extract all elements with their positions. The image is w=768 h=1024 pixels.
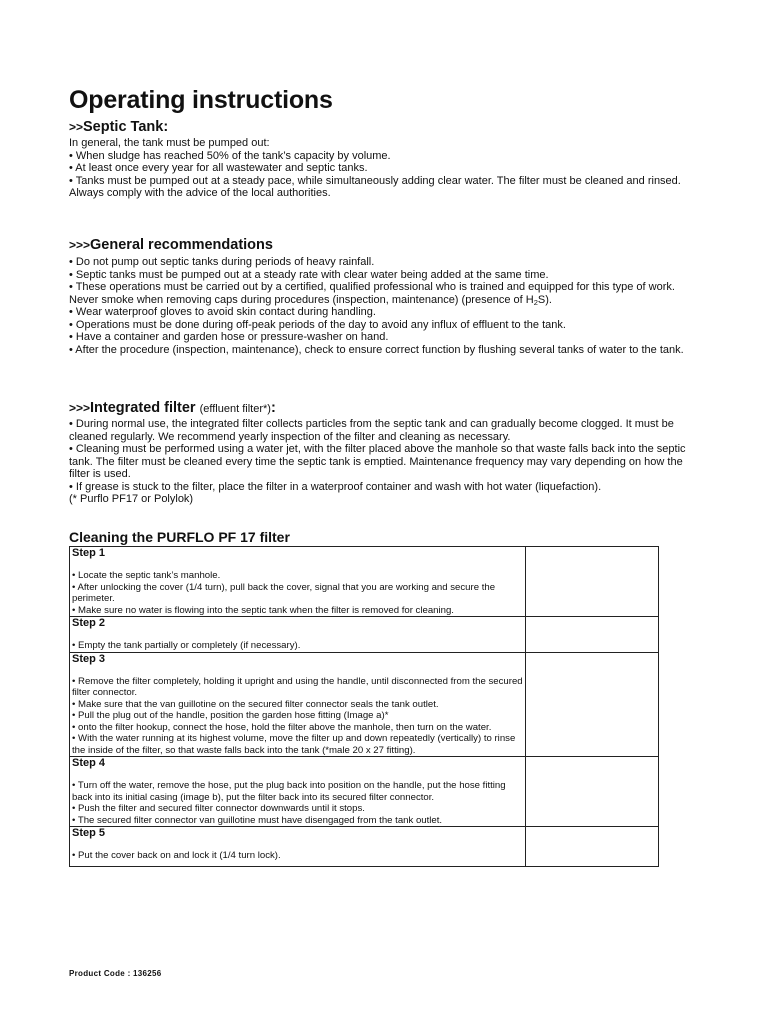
filter-heading-prefix: >>>	[69, 401, 91, 415]
general-line: • Wear waterproof gloves to avoid skin contact during handling.	[69, 306, 376, 318]
septic-tank-text	[69, 137, 697, 200]
step-line: • Make sure that the van guillotine on the secured filter connector seals the tank outlet.	[72, 698, 439, 710]
step-line: • With the water running at its highest volume, move the filter up and down repeatedly (vertically) to rinse the inside of the filter, so that waste falls back into the tank (*male 20 x 27 fitting).	[72, 733, 516, 756]
filter-heading-text: Integrated filter	[90, 400, 196, 416]
step-5-cell	[70, 827, 526, 867]
step-label: Step 5	[72, 827, 106, 839]
table-row	[70, 757, 659, 827]
step-3-cell	[70, 652, 526, 757]
step-4-cell	[70, 757, 526, 827]
general-line: • Have a container and garden hose or pressure-washer on hand.	[69, 331, 389, 343]
step-line: • Remove the filter completely, holding it upright and using the handle, until disconnected from the secured filter connector.	[72, 675, 523, 698]
filter-line: • During normal use, the integrated filter collects particles from the septic tank and can gradually become clogged. It must be cleaned regularly. We recommend yearly inspection of the filter and cleaning as necessary.	[69, 418, 674, 443]
table-row	[70, 547, 659, 617]
step-line: • The secured filter connector van guillotine must have disengaged from the tank outlet.	[72, 814, 443, 826]
general-line: • After the procedure (inspection, maintenance), check to ensure correct function by flushing several tanks of water to the tank.	[69, 343, 684, 356]
step-2-blank-cell	[526, 617, 659, 653]
septic-line: In general, the tank must be pumped out:	[69, 137, 270, 149]
filter-line: • If grease is stuck to the filter, place the filter in a waterproof container and wash with hot water (liquefaction).	[69, 480, 602, 493]
step-1-blank-cell	[526, 547, 659, 617]
cleaning-steps-table	[69, 546, 659, 867]
step-label: Step 4	[72, 757, 106, 769]
septic-line: • Tanks must be pumped out at a steady pace, while simultaneously adding clear water. The filter must be cleaned and rinsed.	[69, 174, 681, 187]
step-label: Step 3	[72, 652, 106, 665]
step-line: • Put the cover back on and lock it (1/4 turn lock).	[72, 850, 281, 861]
step-line: • onto the filter hookup, connect the hose, hold the filter above the manhole, then turn on the water.	[72, 721, 492, 733]
step-line: • Turn off the water, remove the hose, put the plug back into position on the handle, put the hose fitting back into its initial casing (image b), put the filter back into its secured filter connector.	[72, 780, 506, 803]
step-line: • After unlocking the cover (1/4 turn), pull back the cover, signal that you are working and secure the perimeter.	[72, 581, 496, 604]
step-5-blank-cell	[526, 827, 659, 867]
integrated-filter-text	[69, 418, 697, 506]
h2s-subscript: 2	[533, 297, 538, 307]
h2s-text-end: S).	[537, 293, 552, 306]
step-line: • Push the filter and secured filter connector downwards until it stops.	[72, 803, 365, 814]
filter-heading-note: (effluent filter*)	[199, 403, 271, 415]
filter-line: (* Purflo PF17 or Polylok)	[69, 493, 194, 505]
step-label: Step 2	[72, 617, 106, 629]
table-row	[70, 652, 659, 757]
step-line: • Pull the plug out of the handle, position the garden hose fitting (Image a)*	[72, 710, 389, 721]
general-line: • Do not pump out septic tanks during periods of heavy rainfall.	[69, 256, 375, 268]
integrated-filter-heading	[69, 400, 276, 416]
septic-tank-heading-prefix: >>	[69, 120, 84, 134]
h2s-text: • These operations must be carried out by a certified, qualified professional who is trained and equipped for this type of work. Never smoke when removing caps during procedures (inspection, maintenance) (presence of H	[69, 281, 675, 306]
general-line-h2s	[69, 281, 697, 306]
cleaning-table-title: Cleaning the PURFLO PF 17 filter	[69, 529, 290, 545]
filter-heading-colon: :	[270, 400, 276, 416]
septic-tank-heading-text: Septic Tank:	[83, 119, 169, 135]
general-heading-prefix: >>>	[69, 238, 91, 252]
step-line: • Empty the tank partially or completely (if necessary).	[72, 640, 301, 651]
septic-tank-heading	[69, 119, 168, 135]
step-line: • Locate the septic tank’s manhole.	[72, 570, 221, 581]
general-recommendations-text	[69, 256, 697, 356]
step-3-blank-cell	[526, 652, 659, 757]
general-recommendations-heading	[69, 237, 273, 253]
septic-line: • When sludge has reached 50% of the tank’s capacity by volume.	[69, 149, 391, 162]
product-code-footer: Product Code : 136256	[69, 969, 162, 978]
general-line: • Septic tanks must be pumped out at a steady rate with clear water being added at the same time.	[69, 268, 549, 281]
filter-line: • Cleaning must be performed using a water jet, with the filter placed above the manhole so that waste falls back into the septic tank. The filter must be cleaned every time the septic tank is emptied. Maintenance frequency may vary depending on how the filter is used.	[69, 443, 686, 480]
table-row	[70, 827, 659, 867]
step-label: Step 1	[72, 547, 106, 559]
table-row	[70, 617, 659, 653]
step-4-blank-cell	[526, 757, 659, 827]
septic-line: • At least once every year for all wastewater and septic tanks.	[69, 162, 368, 174]
page-title: Operating instructions	[69, 86, 333, 114]
general-line: • Operations must be done during off-peak periods of the day to avoid any influx of effluent to the tank.	[69, 318, 566, 331]
general-heading-text: General recommendations	[90, 237, 273, 253]
septic-line: Always comply with the advice of the local authorities.	[69, 187, 331, 199]
step-line: • Make sure no water is flowing into the septic tank when the filter is removed for cleaning.	[72, 604, 454, 616]
step-1-cell	[70, 547, 526, 617]
step-2-cell	[70, 617, 526, 653]
